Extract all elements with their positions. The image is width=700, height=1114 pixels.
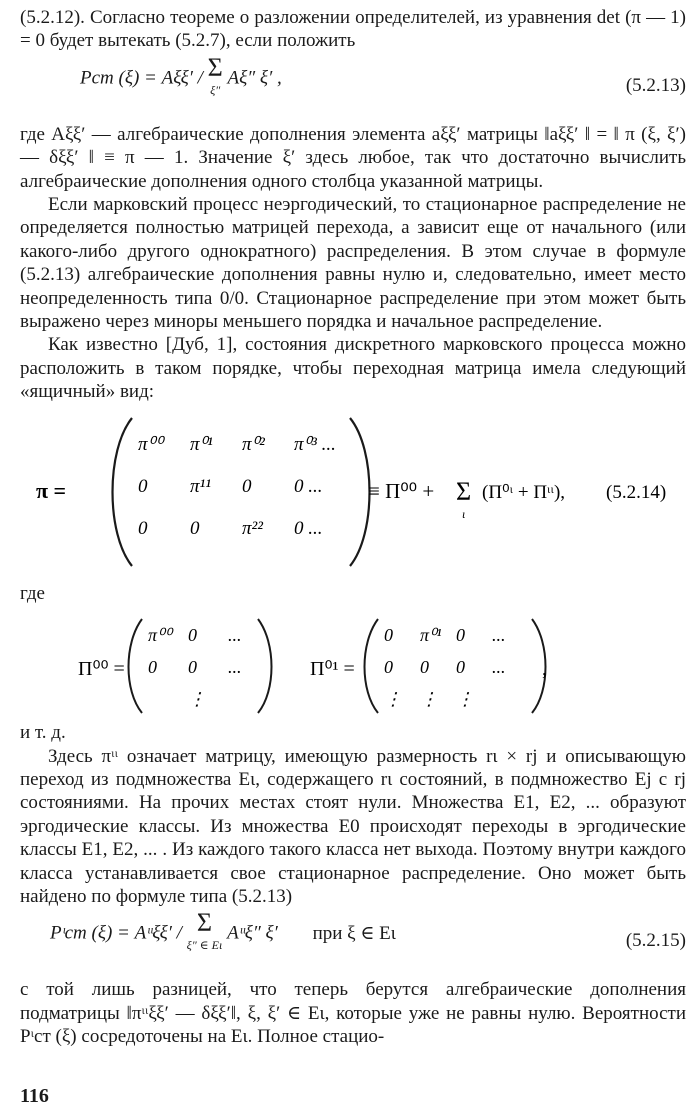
page-number: 116	[20, 1085, 49, 1107]
eq3-tail: ,	[542, 658, 547, 681]
paragraph-3: Если марковский процесс неэргодический, то стационарное распределение не определяется полностью матрицей перехода, а зависит еще от начального (или какого-либо другого однократного) распределения. В этом случае в формуле (5.2.13) алгебраические дополнения равны нулю и, следовательно, имеет место неопределенность типа 0/0. Стационарное распределение при этом может быть выражено через миноры меньшего порядка и начальное распределение.	[20, 194, 686, 333]
eq3-m1-cell: ⋮	[188, 689, 206, 710]
eq3-m2-cell: 0	[384, 657, 393, 678]
eq3-m1-cell: ...	[228, 625, 242, 646]
paragraph-6: с той лишь разницей, что теперь берутся алгебраические дополнения подматрицы ‖πᶥᶥξξ′ — δξξ′‖, ξ, ξ′ ∈ Eι, которые уже не равны нулю. Вероятности Pᶥст (ξ) сосредоточены на Eι. Полное стацио-	[20, 979, 686, 1048]
equation-5-2-13	[20, 53, 686, 123]
etc-label: и т. д.	[20, 722, 66, 744]
eq2-matrix-cell: 0 ...	[294, 475, 323, 497]
equation-5-2-15	[20, 908, 686, 978]
eq2-matrix-cell: π⁰¹	[190, 433, 213, 455]
left-paren-icon	[365, 619, 379, 713]
right-paren-icon	[258, 619, 272, 713]
eq2-matrix-cell: 0	[138, 517, 148, 539]
eq2-matrix-cell: π⁰³ ...	[294, 433, 336, 455]
eq2-rhs2: (Π⁰ᶥ + Πᶥᶥ),	[482, 481, 566, 503]
paragraph-5: Здесь πᶥᶥ означает матрицу, имеющую размерность rι × rj и описывающую переход из подмножества Eι, содержащего rι состояний, в подмножество Ej с rj состояниями. На прочих местах стоят нули. Множества E1, E2, ... образуют эргодические классы. Из множества E0 происходят переходы в эргодические классы E1, E2, ... . Из каждого такого класса нет выхода. Поэтому внутри каждого класса устанавливается свое стационарное распределение. Оно может быть найдено по формуле типа (5.2.13)	[20, 745, 686, 907]
page	[20, 6, 686, 1049]
eq3-m2-cell: π⁰¹	[420, 625, 442, 646]
eq3-lhs1: Π⁰⁰ =	[78, 658, 125, 681]
eq4-number: (5.2.15)	[625, 930, 686, 952]
equation-submatrices	[20, 609, 686, 717]
eq1-rhs: Aξ″ ξ′ ,	[227, 67, 282, 89]
eq3-m2-cell: 0	[420, 657, 429, 678]
paragraph-2: где Aξξ′ — алгебраические дополнения элемента aξξ′ матрицы ‖aξξ′ ‖ = ‖ π (ξ, ξ′) — δξξ′ ‖ ≡ π — 1. Значение ξ′ здесь любое, так что достаточно вычислить алгебраические дополнения одного столбца указанной матрицы.	[20, 123, 686, 192]
eq3-m2-cell: ⋮	[384, 689, 402, 710]
eq1-sum: Σ	[207, 52, 223, 82]
eq3-lhs2: Π⁰¹ =	[310, 658, 355, 681]
submatrix-figure	[20, 609, 686, 717]
eq3-m2-cell: ...	[492, 625, 506, 646]
eq2-rhs: ≡ Π⁰⁰ +	[368, 478, 435, 503]
eq2-matrix-cell: 0	[242, 475, 252, 497]
eq4-cond: при ξ ∈ Eι	[312, 922, 396, 944]
eq2-matrix-cell: π²²	[242, 517, 263, 539]
eq2-matrix-cell: 0	[138, 475, 148, 497]
eq2-matrix-cell: π¹¹	[190, 475, 211, 497]
eq4-lhs: Pᶥст (ξ) = Aᶥᶥξξ′ /	[50, 922, 187, 944]
eq3-m2-cell: 0	[456, 657, 465, 678]
paragraph-1: (5.2.12). Согласно теореме о разложении определителей, из уравнения det (π — 1) = 0 будет вытекать (5.2.7), если положить	[20, 7, 686, 52]
eq2-lhs: π =	[36, 477, 67, 503]
eq3-m1-cell: ...	[228, 657, 242, 678]
matrix-figure	[20, 410, 686, 574]
eq3-m1-cell: π⁰⁰	[148, 625, 172, 646]
paragraph-4: Как известно [Дуб, 1], состояния дискретного марковского процесса можно расположить в таком порядке, чтобы переходная матрица имела следующий «ящичный» вид:	[20, 334, 686, 403]
eq3-m2-cell: ⋮	[420, 689, 438, 710]
eq3-m2-cell: 0	[456, 625, 465, 646]
eq4-sum: Σ	[196, 908, 213, 938]
eq3-m1-cell: 0	[148, 657, 157, 678]
eq2-sum-sub: ι	[462, 506, 466, 521]
eq1-sum-sub: ξ″	[210, 82, 221, 97]
eq2-matrix-cell: 0 ...	[294, 517, 323, 539]
eq3-m1-cell: 0	[188, 625, 197, 646]
eq2-matrix-cell: π⁰⁰	[138, 433, 163, 455]
eq4-rhs: Aᶥᶥξ″ ξ′	[227, 922, 278, 944]
eq2-number: (5.2.14)	[606, 481, 667, 503]
eq3-m2-cell: ...	[492, 657, 506, 678]
eq2-matrix-cell: 0	[190, 517, 200, 539]
eq3-m2-cell: ⋮	[456, 689, 474, 710]
eq3-m1-cell: 0	[188, 657, 197, 678]
eq2-sum: Σ	[456, 476, 472, 506]
eq2-matrix-cell: π⁰²	[242, 433, 265, 455]
eq1-lhs: Pст (ξ) = Aξξ′ /	[80, 67, 208, 89]
right-paren-icon	[350, 418, 370, 566]
eq1-number: (5.2.13)	[625, 74, 686, 96]
left-paren-icon	[129, 619, 143, 713]
left-paren-icon	[113, 418, 133, 566]
eq4-sum-sub: ξ″ ∈ Eι	[186, 938, 223, 953]
where-label: где	[20, 582, 45, 604]
equation-5-2-14	[20, 410, 686, 574]
eq3-m2-cell: 0	[384, 625, 393, 646]
